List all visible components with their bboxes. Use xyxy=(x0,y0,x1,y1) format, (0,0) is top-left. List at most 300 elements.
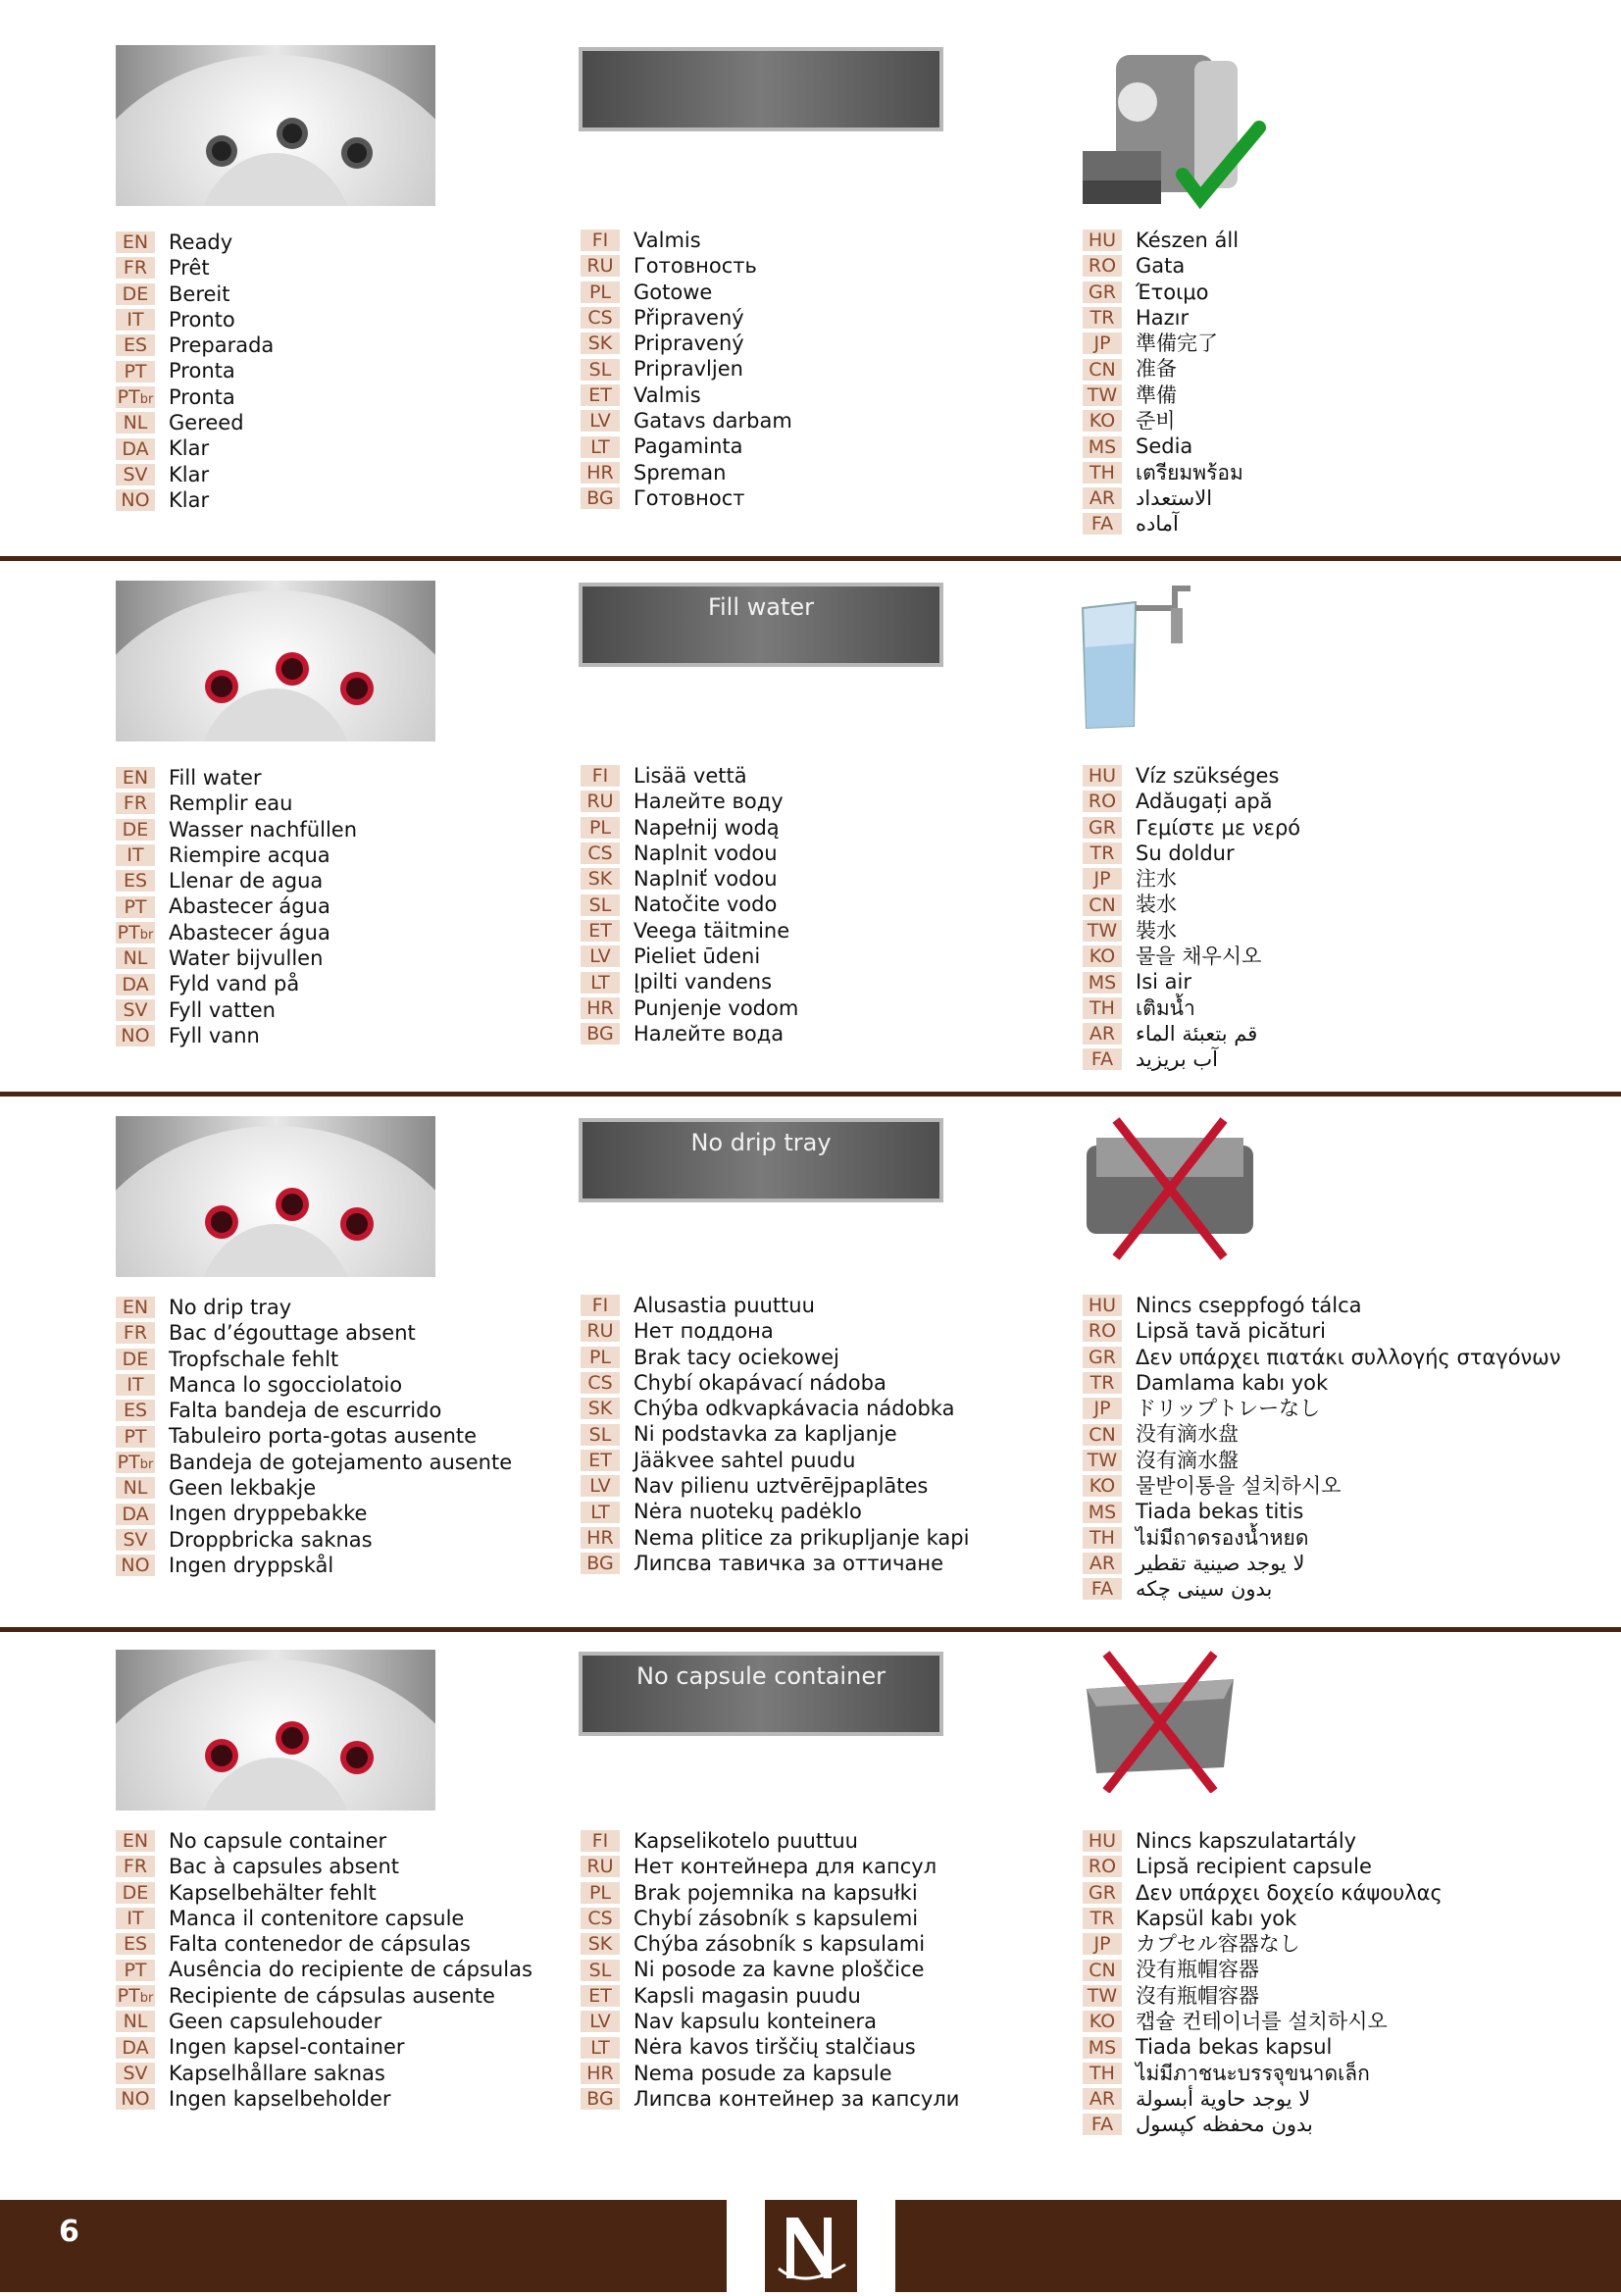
lang-text: Nav kapsulu konteinera xyxy=(633,2010,878,2034)
lang-text: Isi air xyxy=(1136,970,1191,995)
footer-bar-left xyxy=(0,2200,727,2292)
lang-code: CN xyxy=(1083,894,1122,916)
lang-code: NO xyxy=(116,1555,155,1576)
lang-row xyxy=(1083,1957,1443,1982)
lang-row xyxy=(116,281,274,307)
lang-code: FA xyxy=(1083,1048,1122,1070)
lang-code: LV xyxy=(581,410,620,432)
lang-code: MS xyxy=(1083,972,1122,994)
lang-code: IT xyxy=(116,309,155,331)
lang-code: LT xyxy=(581,1502,620,1523)
lang-text: Klar xyxy=(169,462,210,486)
lang-text: Prêt xyxy=(169,256,210,281)
lang-row xyxy=(1083,2112,1443,2137)
lang-code: GR xyxy=(1083,1347,1122,1368)
lang-text: 裝水 xyxy=(1136,918,1177,943)
lang-row xyxy=(116,255,274,281)
lang-text: Gotowe xyxy=(633,280,713,304)
lang-list-col3 xyxy=(1083,1828,1443,2138)
lang-row xyxy=(1083,2009,1443,2034)
lang-code: IT xyxy=(116,844,155,866)
lang-code: RU xyxy=(581,1320,620,1342)
lang-row xyxy=(1083,1046,1300,1072)
lang-code: TW xyxy=(1083,920,1122,942)
lang-text: Klar xyxy=(169,436,210,461)
lang-text: No drip tray xyxy=(169,1296,292,1319)
lang-row xyxy=(1083,305,1243,331)
lang-row xyxy=(1083,280,1243,305)
lang-text: Wasser nachfüllen xyxy=(169,817,358,842)
lang-row xyxy=(581,944,798,969)
lang-code: TH xyxy=(1083,2063,1122,2084)
lang-text: Lipsă recipient capsule xyxy=(1136,1855,1372,1879)
lang-row xyxy=(1083,1854,1443,1879)
lang-text: Chýba zásobník s kapsulami xyxy=(633,1932,926,1957)
lang-code: SL xyxy=(581,1960,620,1981)
lang-code: SK xyxy=(581,1933,620,1955)
lang-code: HU xyxy=(1083,1830,1122,1852)
status-section-ready xyxy=(0,0,1621,536)
lang-row xyxy=(116,842,357,868)
lang-code: KO xyxy=(1083,945,1122,967)
lang-text: Ni posode za kavne ploščice xyxy=(633,1958,925,1982)
lang-row xyxy=(1083,1931,1443,1957)
lang-row xyxy=(581,1525,969,1551)
lang-text: Ingen kapsel-container xyxy=(169,2035,405,2060)
display-panel: Fill water xyxy=(579,583,943,667)
lang-code: SK xyxy=(581,1398,620,1419)
lang-text: Нет контейнера для капсул xyxy=(633,1855,937,1879)
lang-text: ドリップトレーなし xyxy=(1136,1397,1321,1421)
lang-text: Napełnij wodą xyxy=(633,815,780,840)
lang-row xyxy=(116,462,274,487)
lang-text: 캡슐 컨테이너를 설치하시오 xyxy=(1136,2010,1388,2034)
lang-text: بدون سینی چکه xyxy=(1136,1577,1273,1602)
lang-text: 没有滴水盘 xyxy=(1136,1422,1239,1447)
lang-text: Brak pojemnika na kapsułki xyxy=(633,1880,918,1905)
lang-row xyxy=(581,1828,959,1854)
lang-row xyxy=(116,945,357,971)
lang-code: DE xyxy=(116,1349,155,1370)
lang-code: EN xyxy=(116,1297,155,1318)
lang-row xyxy=(116,2034,532,2060)
lang-code: LT xyxy=(581,2037,620,2059)
lang-code: SK xyxy=(581,868,620,890)
lang-code: MS xyxy=(1083,1502,1122,1523)
lang-code: TR xyxy=(1083,842,1122,864)
lang-row xyxy=(1083,1983,1443,2009)
lang-row xyxy=(581,280,792,305)
lang-row xyxy=(1083,2034,1443,2060)
lang-row xyxy=(1083,892,1300,917)
lang-code: SV xyxy=(116,1529,155,1551)
lang-text: Geen lekbakje xyxy=(169,1476,317,1501)
lang-row xyxy=(1083,1576,1561,1602)
lang-text: Droppbricka saknas xyxy=(169,1527,373,1552)
lang-text: 沒有滴水盤 xyxy=(1136,1448,1239,1472)
lang-text: Kapselhållare saknas xyxy=(169,2061,385,2085)
lang-row xyxy=(581,1448,969,1473)
lang-row xyxy=(116,1906,532,1931)
lang-code: EN xyxy=(116,767,155,789)
lang-row xyxy=(581,434,792,459)
lang-code: BG xyxy=(581,1553,620,1574)
status-section-no-drip-tray xyxy=(0,1071,1621,1607)
lang-code: RO xyxy=(1083,791,1122,812)
lang-row xyxy=(581,995,798,1021)
lang-list-col2 xyxy=(581,1828,959,2112)
lang-text: Fill water xyxy=(169,766,262,790)
lang-text: الاستعداد xyxy=(1136,485,1213,510)
lang-text: 準備完了 xyxy=(1136,332,1218,356)
lang-text: Riempire acqua xyxy=(169,842,330,867)
footer-bar-right xyxy=(895,2200,1621,2292)
lang-row xyxy=(116,2061,532,2086)
lang-code: HR xyxy=(581,1527,620,1549)
lang-text: Pripravljen xyxy=(633,357,743,382)
lang-row xyxy=(581,1021,798,1046)
lang-row xyxy=(116,1501,512,1526)
lang-code: GR xyxy=(1083,1882,1122,1904)
lang-row xyxy=(1083,995,1300,1021)
lang-text: 装水 xyxy=(1136,893,1177,917)
lang-code: DA xyxy=(116,438,155,460)
lang-text: آب بریزید xyxy=(1136,1047,1219,1072)
lang-row xyxy=(581,1293,969,1318)
lang-row xyxy=(116,1320,512,1346)
lang-code: CS xyxy=(581,1372,620,1394)
lang-text: Preparada xyxy=(169,333,275,358)
lang-code: DA xyxy=(116,974,155,995)
lang-text: ไม่มีภาชนะบรรจุขนาดเล็ก xyxy=(1136,2061,1370,2085)
lang-text: 準備 xyxy=(1136,383,1177,407)
lang-text: لا يوجد صينية تقطير xyxy=(1136,1551,1305,1575)
lang-row xyxy=(1083,434,1243,459)
lang-code: TR xyxy=(1083,307,1122,329)
lang-row xyxy=(1083,1293,1561,1318)
lang-text: ไม่มีถาดรองน้ำหยด xyxy=(1136,1525,1309,1550)
water-tank-tap-icon xyxy=(1077,579,1204,736)
lang-code: TW xyxy=(1083,384,1122,406)
lang-text: Nincs cseppfogó tálca xyxy=(1136,1294,1362,1317)
lang-code: RU xyxy=(581,791,620,812)
lang-list-col1 xyxy=(116,1295,512,1578)
nespresso-logo-icon xyxy=(765,2200,857,2292)
lang-row xyxy=(116,791,357,816)
lang-code: CN xyxy=(1083,1960,1122,1981)
lang-row xyxy=(1083,1880,1443,1906)
lang-text: Chybí okapávací nádoba xyxy=(633,1370,886,1395)
lang-row xyxy=(1083,789,1300,814)
lang-text: Bac d’égouttage absent xyxy=(169,1321,416,1346)
lang-text: Kapselikotelo puuttuu xyxy=(633,1829,858,1853)
lang-text: Pronta xyxy=(169,384,235,409)
lang-code: HU xyxy=(1083,230,1122,251)
lang-code: DA xyxy=(116,2037,155,2059)
lang-text: Pieliet ūdeni xyxy=(633,944,761,969)
lang-row xyxy=(581,2034,959,2060)
lang-code: TR xyxy=(1083,1908,1122,1929)
lang-row xyxy=(581,1396,969,1421)
lang-text: 准备 xyxy=(1136,357,1177,382)
lang-text: Manca lo sgocciolatoio xyxy=(169,1372,403,1397)
lang-code: FI xyxy=(581,1295,620,1316)
lang-text: Nincs kapszulatartály xyxy=(1136,1829,1357,1853)
lang-text: No capsule container xyxy=(169,1829,387,1853)
lang-code: SL xyxy=(581,894,620,916)
lang-code: AR xyxy=(1083,487,1122,509)
lang-row xyxy=(581,1880,959,1906)
lang-row xyxy=(116,1553,512,1578)
lang-code: KO xyxy=(1083,410,1122,432)
lang-text: เตรียมพร้อม xyxy=(1136,460,1243,485)
lang-row xyxy=(581,1499,969,1524)
lang-text: Fyll vatten xyxy=(169,997,276,1022)
lang-code: EN xyxy=(116,1830,155,1852)
lang-row xyxy=(116,1983,532,2009)
machine-buttons-dial-image xyxy=(116,581,435,741)
lang-code: HR xyxy=(581,997,620,1019)
lang-code: FR xyxy=(116,257,155,279)
lang-code: PL xyxy=(581,281,620,303)
lang-row xyxy=(581,1318,969,1344)
lang-text: Készen áll xyxy=(1136,229,1240,252)
lang-code: PT xyxy=(116,361,155,383)
lang-code: HR xyxy=(581,462,620,484)
lang-code: BG xyxy=(581,1023,620,1045)
lang-text: Nėra nuotekų padėklo xyxy=(633,1500,862,1524)
lang-text: Brak tacy ociekowej xyxy=(633,1345,839,1369)
lang-row xyxy=(1083,866,1300,892)
lang-row xyxy=(116,307,274,332)
lang-text: Липсва тавичка за оттичане xyxy=(633,1551,943,1575)
lang-code: SL xyxy=(581,1424,620,1446)
lang-text: Natočite vodo xyxy=(633,893,778,917)
lang-text: Gata xyxy=(1136,254,1186,279)
lang-row xyxy=(581,1957,959,1982)
lang-code: AR xyxy=(1083,2088,1122,2110)
lang-code: RO xyxy=(1083,1856,1122,1877)
lang-text: Готовность xyxy=(633,254,757,279)
lang-row xyxy=(1083,969,1300,995)
lang-text: Hazır xyxy=(1136,305,1190,330)
drip-tray-crossed-icon xyxy=(1077,1116,1273,1261)
lang-text: Víz szükséges xyxy=(1136,764,1280,788)
lang-list-col2 xyxy=(581,228,792,511)
lang-text: Įpilti vandens xyxy=(633,970,773,995)
lang-code: TH xyxy=(1083,462,1122,484)
capsule-container-crossed-icon xyxy=(1077,1650,1253,1793)
lang-row xyxy=(581,253,792,279)
lang-code: JP xyxy=(1083,1398,1122,1419)
lang-row xyxy=(116,1931,532,1957)
lang-code: NL xyxy=(116,947,155,969)
lang-row xyxy=(116,1880,532,1906)
lang-text: Ingen kapselbeholder xyxy=(169,2086,391,2111)
lang-text: 물받이통을 설치하시오 xyxy=(1136,1474,1342,1499)
lang-text: Pagaminta xyxy=(633,434,743,459)
lang-code: EN xyxy=(116,231,155,253)
lang-code: ET xyxy=(581,1985,620,2007)
lang-text: Falta bandeja de escurrido xyxy=(169,1399,442,1423)
lang-code: ET xyxy=(581,384,620,406)
lang-row xyxy=(1083,1370,1561,1396)
lang-row xyxy=(581,460,792,485)
status-section-no-capsule-container xyxy=(0,1605,1621,2140)
lang-row xyxy=(1083,815,1300,841)
lang-code: CS xyxy=(581,1908,620,1929)
lang-row xyxy=(116,1527,512,1553)
lang-code: KO xyxy=(1083,2011,1122,2032)
lang-text: بدون محفظه کپسول xyxy=(1136,2113,1313,2137)
lang-row xyxy=(116,997,357,1023)
lang-text: Chybí zásobník s kapsulemi xyxy=(633,1906,919,1930)
lang-code: ES xyxy=(116,1933,155,1955)
lang-row xyxy=(581,1370,969,1396)
lang-text: Bereit xyxy=(169,281,230,306)
lang-list-col1 xyxy=(116,765,357,1048)
lang-text: Klar xyxy=(169,487,210,512)
lang-row xyxy=(581,1983,959,2009)
lang-code: ES xyxy=(116,870,155,892)
lang-row xyxy=(116,893,357,919)
lang-code: CS xyxy=(581,842,620,864)
lang-code: TR xyxy=(1083,1372,1122,1394)
lang-text: Δεν υπάρχει δοχείο κάψουλας xyxy=(1136,1880,1443,1905)
lang-row xyxy=(581,841,798,866)
lang-text: Kapsül kabı yok xyxy=(1136,1906,1297,1930)
lang-text: Lisää vettä xyxy=(633,764,747,788)
lang-row xyxy=(581,408,792,434)
lang-text: Ready xyxy=(169,230,233,254)
lang-code: LV xyxy=(581,1475,620,1497)
lang-text: Налейте воду xyxy=(633,790,784,814)
lang-code: GR xyxy=(1083,817,1122,839)
lang-row xyxy=(1083,944,1300,969)
lang-row xyxy=(581,1931,959,1957)
lang-code: PL xyxy=(581,817,620,839)
lang-text: 没有瓶帽容器 xyxy=(1136,1958,1259,1982)
lang-row xyxy=(581,789,798,814)
lang-code: FR xyxy=(116,792,155,814)
lang-row xyxy=(1083,1396,1561,1421)
lang-code: FA xyxy=(1083,1578,1122,1600)
lang-row xyxy=(581,2061,959,2086)
lang-code: FR xyxy=(116,1856,155,1877)
lang-code: PT xyxy=(116,1960,155,1981)
lang-code: FI xyxy=(581,1830,620,1852)
lang-text: Pronto xyxy=(169,307,235,332)
machine-buttons-dial-image xyxy=(116,1116,435,1277)
lang-row xyxy=(1083,1021,1300,1046)
lang-text: Gatavs darbam xyxy=(633,409,792,434)
lang-code: DA xyxy=(116,1504,155,1525)
lang-row xyxy=(116,487,274,513)
lang-code: SV xyxy=(116,2063,155,2084)
lang-text: Lipsă tavă picături xyxy=(1136,1319,1327,1344)
lang-list-col2 xyxy=(581,763,798,1046)
lang-text: Tabuleiro porta-gotas ausente xyxy=(169,1424,478,1449)
lang-code: DE xyxy=(116,283,155,305)
lang-text: カプセル容器なし xyxy=(1136,1932,1300,1957)
lang-code: PTbr xyxy=(117,1984,154,2007)
lang-row xyxy=(116,332,274,358)
lang-code: DE xyxy=(116,819,155,841)
lang-text: Sedia xyxy=(1136,434,1193,459)
lang-text: Adăugați apă xyxy=(1136,790,1273,814)
lang-row xyxy=(116,1023,357,1048)
lang-row xyxy=(581,2009,959,2034)
lang-code: DE xyxy=(116,1882,155,1904)
lang-text: เติมน้ำ xyxy=(1136,995,1195,1020)
lang-text: Naplnit vodou xyxy=(633,841,778,865)
lang-row xyxy=(1083,1345,1561,1370)
lang-text: Valmis xyxy=(633,383,701,407)
lang-row xyxy=(1083,356,1243,382)
lang-list-col3 xyxy=(1083,1293,1561,1603)
lang-text: Spreman xyxy=(633,460,727,485)
lang-row xyxy=(1083,253,1243,279)
lang-row xyxy=(1083,331,1243,356)
lang-row xyxy=(116,2086,532,2112)
lang-code: MS xyxy=(1083,436,1122,458)
lang-row xyxy=(581,763,798,789)
lang-row xyxy=(581,356,792,382)
lang-row xyxy=(1083,228,1243,253)
lang-row xyxy=(1083,1499,1561,1524)
lang-row xyxy=(1083,841,1300,866)
lang-code: PT xyxy=(116,896,155,918)
lang-row xyxy=(581,383,792,408)
lang-code: PL xyxy=(581,1882,620,1904)
lang-code: FA xyxy=(1083,513,1122,535)
lang-code: AR xyxy=(1083,1553,1122,1574)
lang-code: PTbr xyxy=(117,385,154,408)
lang-row xyxy=(116,1423,512,1449)
lang-list-col1 xyxy=(116,230,274,513)
lang-code: SV xyxy=(116,999,155,1021)
lang-text: Fyld vand på xyxy=(169,972,300,996)
lang-row xyxy=(116,1450,512,1475)
lang-row xyxy=(581,969,798,995)
lang-text: Jääkvee sahtel puudu xyxy=(633,1448,856,1472)
lang-code: RU xyxy=(581,1856,620,1877)
lang-row xyxy=(581,892,798,917)
lang-row xyxy=(116,2009,532,2034)
lang-row xyxy=(1083,1525,1561,1551)
lang-row xyxy=(116,971,357,996)
lang-row xyxy=(116,435,274,461)
lang-code: FI xyxy=(581,765,620,787)
lang-code: HU xyxy=(1083,1295,1122,1316)
lang-row xyxy=(116,868,357,893)
lang-row xyxy=(581,918,798,944)
lang-row xyxy=(1083,511,1243,536)
lang-text: Abastecer água xyxy=(169,920,330,944)
lang-text: Fyll vann xyxy=(169,1023,260,1047)
lang-row xyxy=(1083,2061,1443,2086)
lang-row xyxy=(1083,2086,1443,2112)
display-panel: No capsule container xyxy=(579,1652,943,1736)
lang-row xyxy=(1083,1318,1561,1344)
lang-text: Water bijvullen xyxy=(169,946,324,971)
lang-text: Готовност xyxy=(633,485,745,510)
lang-row xyxy=(1083,918,1300,944)
lang-text: Chýba odkvapkávacia nádobka xyxy=(633,1397,955,1421)
lang-code: HU xyxy=(1083,765,1122,787)
lang-code: NL xyxy=(116,412,155,434)
lang-code: IT xyxy=(116,1908,155,1929)
